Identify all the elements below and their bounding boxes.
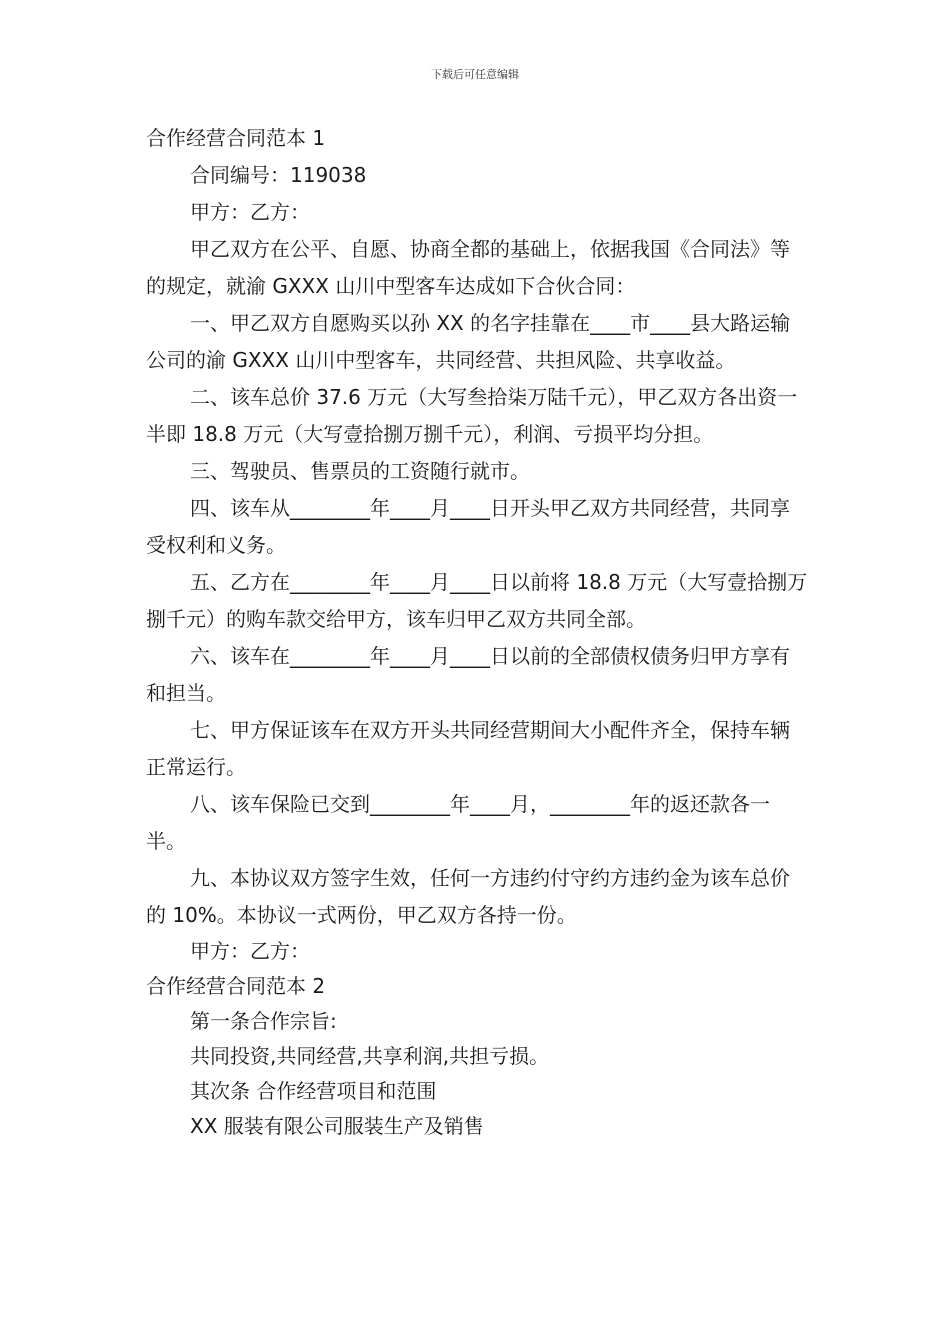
- article-2-heading: 其次条 合作经营项目和范围: [190, 1079, 437, 1103]
- document-body: [146, 120, 808, 1144]
- clause-5: 五、乙方在________年____月____日以前将 18.8 万元（大写壹拾捌万捌千元）的购车款交给甲方，该车归甲乙双方共同全部。: [146, 570, 808, 631]
- intro-paragraph: 甲乙双方在公平、自愿、协商全都的基础上，依据我国《合同法》等的规定，就渝 GXXX 山川中型客车达成如下合伙合同：: [146, 237, 790, 298]
- article-1-text: 共同投资,共同经营,共享利润,共担亏损。: [190, 1044, 550, 1068]
- clause-3: 三、驾驶员、售票员的工资随行就市。: [190, 459, 530, 483]
- clause-6: 六、该车在________年____月____日以前的全部债权债务归甲方享有和担当。: [146, 644, 790, 705]
- clause-9: 九、本协议双方签字生效，任何一方违约付守约方违约金为该车总价的 10%。本协议一式两份，甲乙双方各持一份。: [146, 866, 790, 927]
- contract-title-1: 合作经营合同范本 1: [146, 126, 326, 150]
- clause-1: 一、甲乙双方自愿购买以孙 XX 的名字挂靠在____市____县大路运输公司的渝 GXXX 山川中型客车，共同经营、共担风险、共享收益。: [146, 311, 791, 372]
- article-2-text: XX 服装有限公司服装生产及销售: [190, 1114, 484, 1138]
- contract-title-2: 合作经营合同范本 2: [146, 974, 326, 998]
- clause-4: 四、该车从________年____月____日开头甲乙双方共同经营，共同享受权利和义务。: [146, 496, 790, 557]
- signature-line: 甲方：乙方：: [190, 939, 310, 963]
- parties-line: 甲方：乙方：: [190, 200, 310, 224]
- contract-number: 合同编号：119038: [190, 163, 367, 187]
- clause-2: 二、该车总价 37.6 万元（大写叁拾柒万陆千元），甲乙双方各出资一半即 18.8 万元（大写壹拾捌万捌千元），利润、亏损平均分担。: [146, 385, 798, 446]
- article-1-heading: 第一条合作宗旨:: [190, 1009, 337, 1033]
- page-header: 下载后可任意编辑: [431, 68, 519, 81]
- clause-7: 七、甲方保证该车在双方开头共同经营期间大小配件齐全，保持车辆正常运行。: [146, 718, 790, 779]
- clause-8: 八、该车保险已交到________年____月，________年的返还款各一半。: [146, 792, 770, 853]
